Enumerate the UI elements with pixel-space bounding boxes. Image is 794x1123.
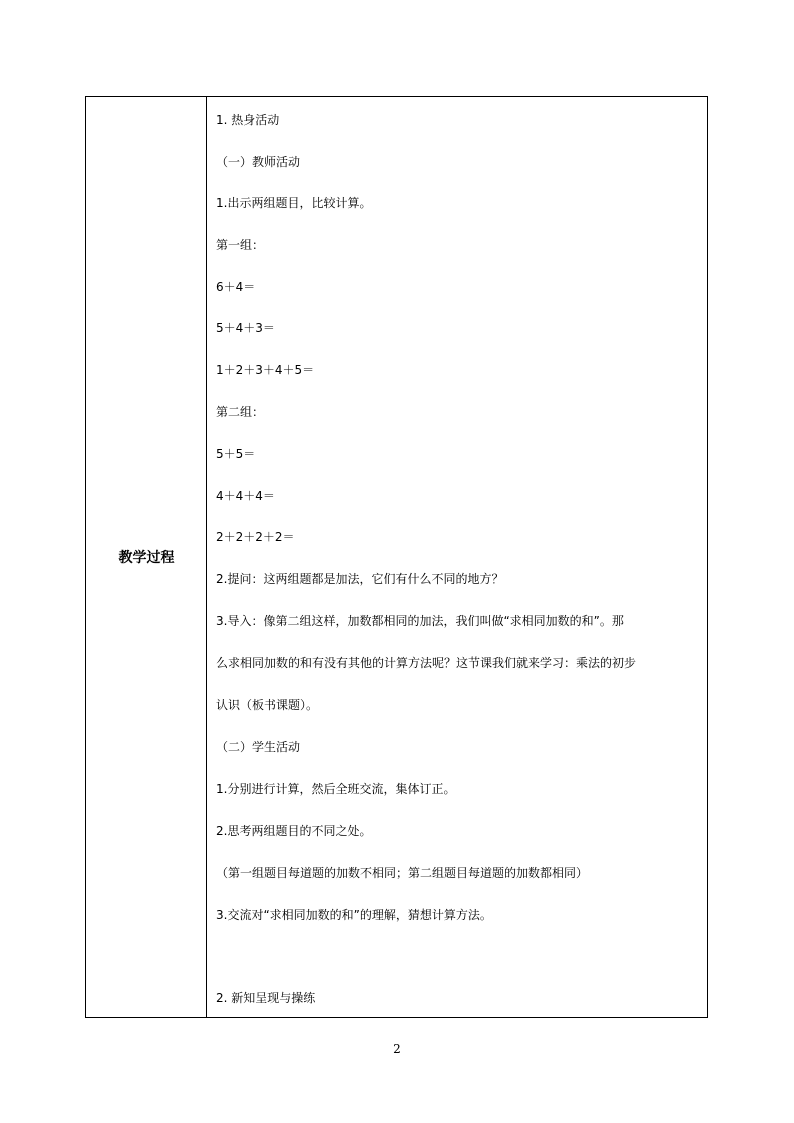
content-cell [207,97,707,1017]
subheading-teacher-activity: （一）教师活动 [216,155,301,169]
text-line: 2.思考两组题目的不同之处。 [216,824,372,838]
text-line: 1.出示两组题目，比较计算。 [216,196,372,210]
text-line: 3.导入：像第二组这样，加数都相同的加法，我们叫做“求相同加数的和”。那 [216,614,624,628]
row-header-cell [86,97,207,1017]
section-heading-warmup: 1. 热身活动 [216,113,280,127]
text-line: 3.交流对“求相同加数的和”的理解，猜想计算方法。 [216,908,492,922]
row-header-label: 教学过程 [118,550,175,566]
text-line: 认识（板书课题）。 [216,698,319,712]
lesson-table [85,96,708,1018]
text-line: 么求相同加数的和有没有其他的计算方法呢？这节课我们就来学习：乘法的初步 [216,656,637,670]
subheading-student-activity: （二）学生活动 [216,740,301,754]
equation-line: 5＋5＝ [216,447,256,461]
section-heading-new-knowledge: 2. 新知呈现与操练 [216,991,316,1005]
page-number: 2 [393,1042,401,1056]
text-line: 2.提问：这两组题都是加法，它们有什么不同的地方？ [216,572,504,586]
equation-line: 1＋2＋3＋4＋5＝ [216,363,315,377]
equation-line: 2＋2＋2＋2＝ [216,530,295,544]
text-line: 1.分别进行计算，然后全班交流，集体订正。 [216,782,456,796]
text-line: （第一组题目每道题的加数不相同；第二组题目每道题的加数都相同） [216,866,589,880]
equation-line: 5＋4＋3＝ [216,321,275,335]
group-label: 第一组： [216,238,265,252]
group-label: 第二组： [216,405,265,419]
equation-line: 4＋4＋4＝ [216,489,275,503]
equation-line: 6＋4＝ [216,280,256,294]
